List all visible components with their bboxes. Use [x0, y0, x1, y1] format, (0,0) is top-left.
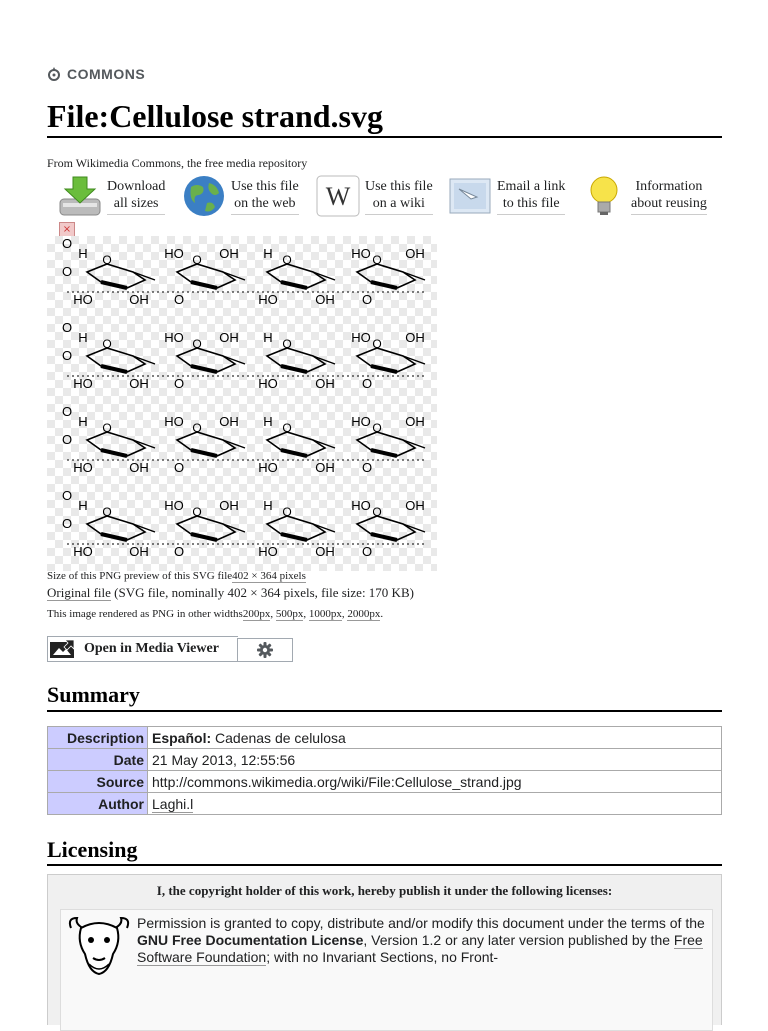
other-widths-line — [47, 608, 383, 620]
author-value — [148, 793, 722, 815]
licensing-heading: Licensing — [47, 837, 138, 862]
summary-heading: Summary — [47, 682, 140, 707]
gfdl-link[interactable]: GNU Free Documentation License — [137, 932, 364, 948]
width-link-200[interactable]: 200px — [242, 608, 271, 620]
reuse-label-1: Information — [635, 178, 703, 194]
globe-icon — [181, 173, 227, 219]
use-web-label-1: Use this file — [231, 178, 299, 194]
side-oxygen-label: O — [61, 432, 73, 447]
ring-bond-bold — [281, 282, 307, 288]
ring-bond-bold — [191, 366, 217, 372]
use-wiki-label-1: Use this file — [365, 178, 433, 194]
use-web-label-2: on the web — [234, 195, 296, 211]
page-title: File:Cellulose strand.svg — [47, 98, 383, 134]
ring-oxygen-label: O — [192, 421, 202, 435]
bottom-atom-label: HO — [258, 292, 278, 307]
top-atom-label: OH — [219, 498, 239, 513]
open-media-viewer-button[interactable] — [47, 636, 238, 662]
media-viewer-label: Open in Media Viewer — [84, 641, 219, 656]
top-atom-label: H — [78, 498, 88, 513]
ring-bond-bold — [371, 450, 397, 456]
ring-bond-bold — [101, 534, 127, 540]
side-oxygen-label: O — [61, 236, 73, 251]
ring-oxygen-label: O — [102, 505, 112, 519]
bottom-atom-label: O — [173, 460, 185, 475]
fsf-link[interactable]: Free Software Foundation — [137, 932, 703, 965]
date-value: 21 May 2013, 12:55:56 — [148, 749, 722, 771]
ring-bond-bold — [101, 450, 127, 456]
table-row — [48, 793, 722, 815]
source-link[interactable]: http://commons.wikimedia.org/wiki/File:Cellulose_strand.jpg — [152, 773, 522, 790]
bottom-atom-label: OH — [315, 544, 335, 559]
side-oxygen-label: O — [61, 516, 73, 531]
bottom-atom-label: OH — [129, 292, 149, 307]
bottom-atom-label: O — [173, 544, 185, 559]
table-row — [48, 749, 722, 771]
ring-oxygen-label: O — [372, 337, 382, 351]
close-icon[interactable]: × — [59, 222, 75, 238]
top-atom-label: HO — [164, 246, 184, 261]
author-link[interactable]: Laghi.l — [152, 795, 194, 812]
ring-bond-bold — [191, 282, 217, 288]
ring-bond-bold — [371, 366, 397, 372]
email-label-1: Email a link — [497, 178, 566, 194]
ring-oxygen-label: O — [102, 253, 112, 267]
width-link-2000[interactable]: 2000px — [347, 608, 381, 620]
image-viewer-icon — [50, 640, 74, 658]
top-atom-label: H — [78, 246, 88, 261]
media-viewer-settings-button[interactable] — [237, 638, 293, 662]
top-atom-label: HO — [164, 330, 184, 345]
top-atom-label: HO — [351, 330, 371, 345]
download-icon — [57, 173, 103, 219]
date-key: Date — [48, 749, 148, 771]
ring-bond-bold — [281, 534, 307, 540]
description-text: Cadenas de celulosa — [211, 729, 346, 746]
top-atom-label: OH — [219, 246, 239, 261]
ring-oxygen-label: O — [192, 505, 202, 519]
table-row — [48, 727, 722, 749]
license-text-b: , Version 1.2 or any later version published by the — [363, 932, 674, 948]
description-value — [148, 727, 722, 749]
ring-bond-bold — [101, 282, 127, 288]
gfdl-license-panel — [60, 909, 713, 1031]
ring-oxygen-label: O — [372, 421, 382, 435]
bottom-atom-label: O — [361, 292, 373, 307]
side-oxygen-label: O — [61, 348, 73, 363]
side-oxygen-label: O — [61, 404, 73, 419]
bottom-atom-label: OH — [315, 460, 335, 475]
top-atom-label: OH — [219, 414, 239, 429]
bottom-atom-label: HO — [258, 460, 278, 475]
bottom-atom-label: O — [361, 460, 373, 475]
ring-oxygen-label: O — [282, 421, 292, 435]
use-on-wiki-action[interactable] — [315, 172, 433, 220]
email-link-action[interactable] — [447, 172, 565, 220]
side-oxygen-label: O — [61, 320, 73, 335]
license-intro: I, the copyright holder of this work, hereby publish it under the following licenses: — [156, 883, 613, 898]
commons-logo[interactable] — [47, 64, 145, 84]
ring-oxygen-label: O — [102, 421, 112, 435]
top-atom-label: H — [78, 330, 88, 345]
ring-bond-bold — [191, 450, 217, 456]
license-box — [47, 874, 722, 1025]
email-icon — [447, 173, 493, 219]
top-atom-label: H — [263, 498, 273, 513]
top-atom-label: OH — [405, 330, 425, 345]
original-file-link[interactable]: Original file — [47, 585, 111, 600]
top-atom-label: HO — [351, 498, 371, 513]
top-atom-label: OH — [405, 246, 425, 261]
reuse-label-2: about reusing — [631, 195, 707, 211]
side-oxygen-label: O — [61, 488, 73, 503]
commons-logo-icon — [47, 67, 61, 81]
top-atom-label: OH — [405, 498, 425, 513]
source-key: Source — [48, 771, 148, 793]
bottom-atom-label: HO — [73, 544, 93, 559]
author-key: Author — [48, 793, 148, 815]
separator: , — [341, 608, 348, 620]
bottom-atom-label: O — [173, 376, 185, 391]
use-on-web-action[interactable] — [181, 172, 299, 220]
preview-size-link[interactable]: 402 × 364 pixels — [232, 570, 306, 582]
ring-bond-bold — [101, 366, 127, 372]
top-atom-label: H — [263, 330, 273, 345]
license-text — [137, 915, 707, 966]
top-atom-label: H — [263, 414, 273, 429]
separator: , — [270, 608, 276, 620]
top-atom-label: HO — [351, 414, 371, 429]
original-file-details: (SVG file, nominally 402 × 364 pixels, file size: 170 KB) — [110, 585, 414, 600]
preview-size-prefix: Size of this PNG preview of this SVG file — [47, 570, 233, 582]
bottom-atom-label: OH — [315, 376, 335, 391]
bottom-atom-label: OH — [129, 376, 149, 391]
original-file-line — [47, 585, 414, 601]
ring-oxygen-label: O — [372, 505, 382, 519]
description-key: Description — [48, 727, 148, 749]
ring-bond-bold — [371, 282, 397, 288]
use-wiki-label-2: on a wiki — [372, 195, 425, 211]
preview-size-line — [47, 570, 306, 582]
bottom-atom-label: HO — [258, 376, 278, 391]
download-label-2: all sizes — [113, 195, 159, 211]
bottom-atom-label: HO — [258, 544, 278, 559]
top-atom-label: HO — [351, 246, 371, 261]
download-label-1: Download — [107, 178, 166, 194]
wikipedia-icon — [315, 173, 361, 219]
bottom-atom-label: OH — [315, 292, 335, 307]
side-oxygen-label: O — [61, 264, 73, 279]
language-label: Español: — [152, 729, 212, 746]
download-action[interactable] — [57, 172, 165, 220]
license-text-c: ; with no Invariant Sections, no Front- — [266, 949, 499, 965]
source-value — [148, 771, 722, 793]
ring-bond-bold — [281, 450, 307, 456]
top-atom-label: H — [78, 414, 88, 429]
reuse-info-action[interactable] — [581, 172, 707, 220]
ring-oxygen-label: O — [192, 253, 202, 267]
ring-oxygen-label: O — [282, 505, 292, 519]
other-widths-prefix: This image rendered as PNG in other widths — [47, 608, 243, 620]
file-preview-image[interactable] — [47, 236, 437, 571]
ring-oxygen-label: O — [102, 337, 112, 351]
width-link-1000[interactable]: 1000px — [308, 608, 342, 620]
ring-bond-bold — [371, 534, 397, 540]
ring-bond-bold — [281, 366, 307, 372]
top-atom-label: H — [263, 246, 273, 261]
summary-divider — [47, 710, 722, 712]
brand-name: COMMONS — [67, 66, 146, 82]
ring-oxygen-label: O — [192, 337, 202, 351]
bottom-atom-label: O — [361, 544, 373, 559]
period: . — [380, 608, 384, 620]
file-actions-bar — [47, 172, 727, 222]
licensing-divider — [47, 864, 722, 866]
top-atom-label: OH — [405, 414, 425, 429]
gear-icon — [257, 642, 273, 658]
ring-oxygen-label: O — [372, 253, 382, 267]
bottom-atom-label: HO — [73, 292, 93, 307]
bottom-atom-label: HO — [73, 376, 93, 391]
svg-text:W: W — [325, 182, 351, 211]
lightbulb-icon — [581, 173, 627, 219]
separator: , — [303, 608, 309, 620]
width-link-500[interactable]: 500px — [275, 608, 304, 620]
bottom-atom-label: HO — [73, 460, 93, 475]
top-atom-label: OH — [219, 330, 239, 345]
bottom-atom-label: O — [361, 376, 373, 391]
email-label-2: to this file — [502, 195, 560, 211]
title-divider — [47, 136, 722, 138]
license-text-a: Permission is granted to copy, distribute and/or modify this document under the terms of the — [137, 915, 705, 931]
ring-bond-bold — [191, 534, 217, 540]
table-row — [48, 771, 722, 793]
top-atom-label: HO — [164, 414, 184, 429]
bottom-atom-label: OH — [129, 544, 149, 559]
cellulose-structure-graphic — [47, 236, 437, 571]
bottom-atom-label: OH — [129, 460, 149, 475]
top-atom-label: HO — [164, 498, 184, 513]
ring-oxygen-label: O — [282, 337, 292, 351]
site-tagline: From Wikimedia Commons, the free media repository — [47, 156, 308, 170]
gnu-logo-icon — [67, 914, 131, 978]
bottom-atom-label: O — [173, 292, 185, 307]
summary-table — [47, 726, 722, 815]
ring-oxygen-label: O — [282, 253, 292, 267]
